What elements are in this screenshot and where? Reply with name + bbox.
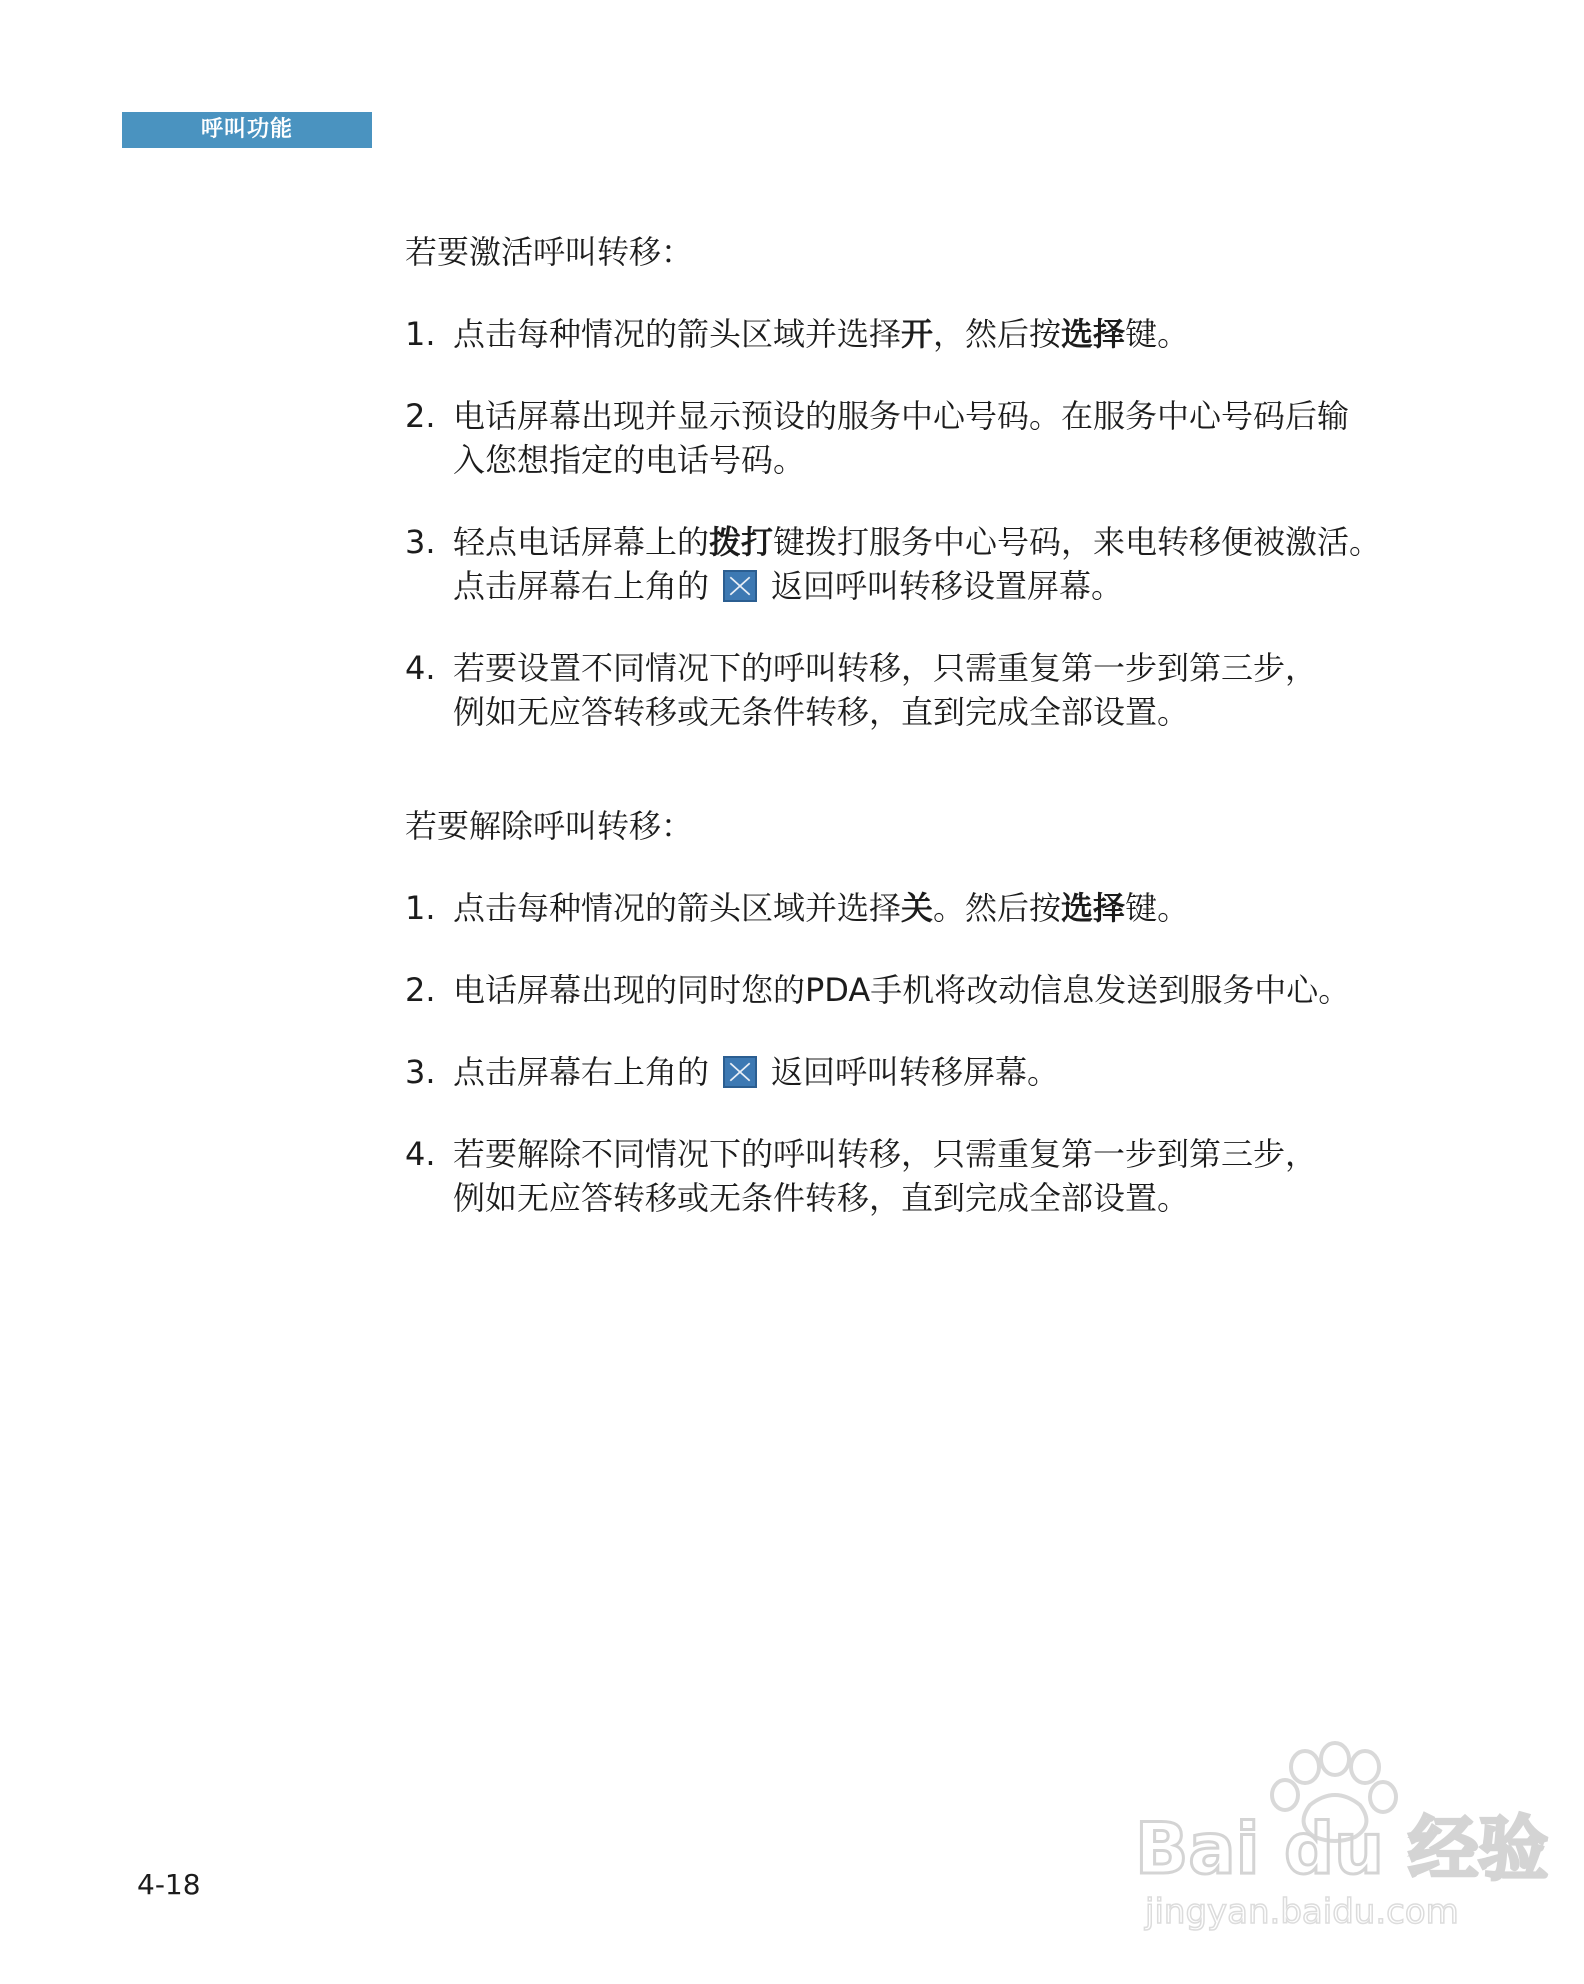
main-content: [405, 230, 1435, 1220]
close-x-icon: [723, 1056, 757, 1088]
page-number: 4-18: [137, 1868, 201, 1901]
step-number: 3.: [405, 523, 436, 561]
step-text: 轻点电话屏幕上的: [453, 523, 710, 561]
step-number: 4.: [405, 649, 436, 687]
step-text-line2: 例如无应答转移或无条件转移，直到完成全部设置。: [453, 693, 1190, 731]
select-key-label: 选择: [1061, 889, 1126, 927]
step-text: 键。: [1125, 315, 1190, 353]
step-text-line2: 例如无应答转移或无条件转移，直到完成全部设置。: [453, 1179, 1190, 1217]
step-text: 点击屏幕右上角的: [453, 1053, 710, 1091]
step-text: 。然后按: [933, 889, 1062, 927]
step-number: 3.: [405, 1053, 436, 1091]
step-text-line1: 若要解除不同情况下的呼叫转移，只需重复第一步到第三步，: [453, 1135, 1318, 1173]
activate-section-title: 若要激活呼叫转移：: [405, 233, 694, 271]
watermark-brand-text: Bai du 经验: [1135, 1808, 1549, 1890]
activate-step-1: [405, 312, 1435, 356]
cancel-step-4: [405, 1132, 1435, 1220]
cancel-steps-list: [405, 886, 1435, 1220]
step-text-line2: 返回呼叫转移设置屏幕。: [771, 567, 1124, 605]
step-number: 2.: [405, 397, 436, 435]
step-text-line1: 电话屏幕出现并显示预设的服务中心号码。在服务中心号码后输: [453, 397, 1350, 435]
step-text: 键拨打服务中心号码，来电转移便被激活。: [773, 523, 1382, 561]
step-number: 4.: [405, 1135, 436, 1173]
activate-steps-list: [405, 312, 1435, 734]
dial-key-label: 拨打: [709, 523, 774, 561]
select-key-label: 选择: [1061, 315, 1126, 353]
step-text: 返回呼叫转移屏幕。: [771, 1053, 1060, 1091]
cancel-step-1: [405, 886, 1435, 930]
step-number: 1.: [405, 889, 436, 927]
step-text-line2: 入您想指定的电话号码。: [453, 441, 806, 479]
step-text-line1: 若要设置不同情况下的呼叫转移，只需重复第一步到第三步，: [453, 649, 1318, 687]
section-header-tag: 呼叫功能: [122, 112, 372, 148]
step-text-line2: 点击屏幕右上角的: [453, 567, 710, 605]
option-on-label: 开: [901, 315, 934, 353]
activate-step-4: [405, 646, 1435, 734]
watermark-url-text: jingyan.baidu.com: [1145, 1892, 1459, 1932]
activate-step-3: [405, 520, 1435, 608]
activate-step-2: [405, 394, 1435, 482]
baidu-watermark-logo: [1125, 1745, 1549, 1935]
step-text: 键。: [1125, 889, 1190, 927]
step-text: 电话屏幕出现的同时您的PDA手机将改动信息发送到服务中心。: [453, 971, 1351, 1009]
step-text: ，然后按: [933, 315, 1062, 353]
step-number: 2.: [405, 971, 436, 1009]
step-number: 1.: [405, 315, 436, 353]
option-off-label: 关: [901, 889, 934, 927]
cancel-section-title: 若要解除呼叫转移：: [405, 807, 694, 845]
step-text: 点击每种情况的箭头区域并选择: [453, 315, 902, 353]
cancel-step-3: [405, 1050, 1435, 1094]
cancel-step-2: [405, 968, 1435, 1012]
close-x-icon: [723, 570, 757, 602]
step-text: 点击每种情况的箭头区域并选择: [453, 889, 902, 927]
